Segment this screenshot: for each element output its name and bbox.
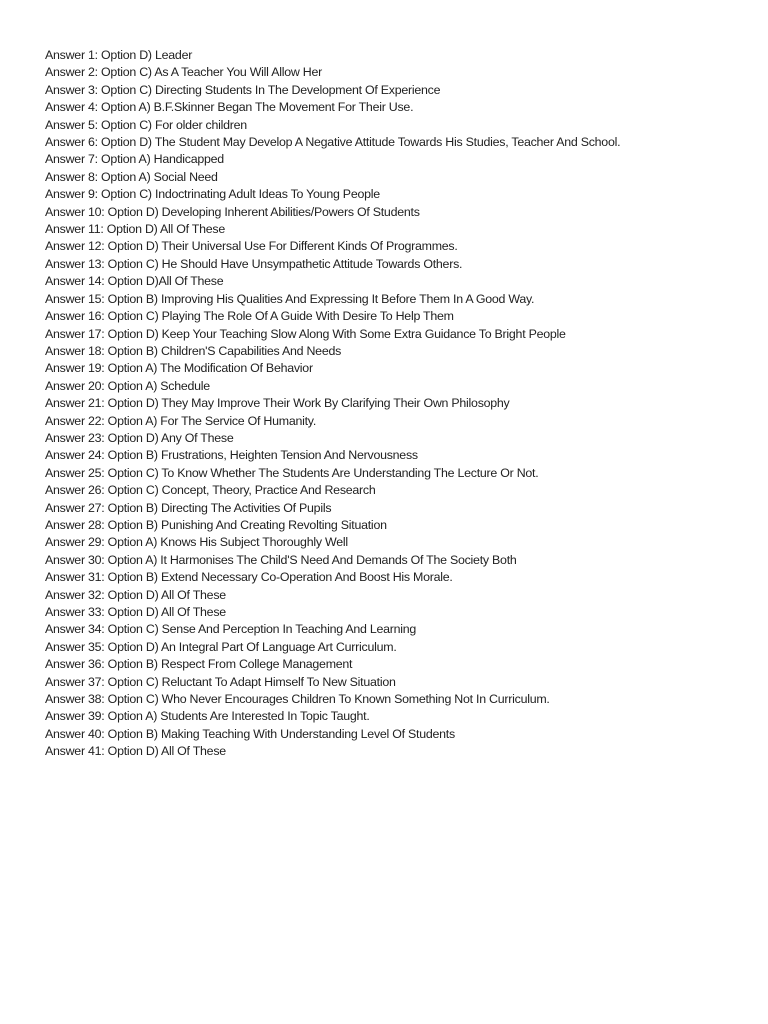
answer-line-24: Answer 24: Option B) Frustrations, Heighten Tension And Nervousness: [45, 448, 418, 463]
answer-line-37: Answer 37: Option C) Reluctant To Adapt Himself To New Situation: [45, 674, 396, 689]
answer-line-32: Answer 32: Option D) All Of These: [45, 587, 226, 602]
answer-line-38: Answer 38: Option C) Who Never Encourages Children To Known Something Not In Curriculum.: [45, 692, 550, 707]
answer-line-27: Answer 27: Option B) Directing The Activities Of Pupils: [45, 500, 332, 515]
answer-line-8: Answer 8: Option A) Social Need: [45, 169, 218, 184]
answer-line-11: Answer 11: Option D) All Of These: [45, 222, 225, 237]
answer-line-5: Answer 5: Option C) For older children: [45, 117, 247, 132]
answer-line-4: Answer 4: Option A) B.F.Skinner Began The Movement For Their Use.: [45, 100, 414, 115]
answer-line-36: Answer 36: Option B) Respect From College Management: [45, 657, 353, 672]
answer-line-2: Answer 2: Option C) As A Teacher You Will Allow Her: [45, 65, 322, 80]
answer-key-list: [45, 47, 620, 761]
answer-line-17: Answer 17: Option D) Keep Your Teaching Slow Along With Some Extra Guidance To Bright People: [45, 326, 566, 341]
answer-line-21: Answer 21: Option D) They May Improve Their Work By Clarifying Their Own Philosophy: [45, 396, 510, 411]
answer-line-34: Answer 34: Option C) Sense And Perception In Teaching And Learning: [45, 622, 417, 637]
answer-line-16: Answer 16: Option C) Playing The Role Of A Guide With Desire To Help Them: [45, 309, 454, 324]
answer-line-22: Answer 22: Option A) For The Service Of Humanity.: [45, 413, 317, 428]
answer-line-39: Answer 39: Option A) Students Are Interested In Topic Taught.: [45, 709, 370, 724]
answer-line-13: Answer 13: Option C) He Should Have Unsympathetic Attitude Towards Others.: [45, 256, 463, 271]
answer-line-15: Answer 15: Option B) Improving His Qualities And Expressing It Before Them In A Good Way.: [45, 291, 535, 306]
answer-line-23: Answer 23: Option D) Any Of These: [45, 430, 234, 445]
answer-line-20: Answer 20: Option A) Schedule: [45, 378, 210, 393]
answer-line-9: Answer 9: Option C) Indoctrinating Adult Ideas To Young People: [45, 187, 380, 202]
answer-line-28: Answer 28: Option B) Punishing And Creating Revolting Situation: [45, 517, 387, 532]
answer-line-40: Answer 40: Option B) Making Teaching With Understanding Level Of Students: [45, 726, 455, 741]
answer-line-33: Answer 33: Option D) All Of These: [45, 605, 226, 619]
answer-line-7: Answer 7: Option A) Handicapped: [45, 152, 224, 167]
answer-line-25: Answer 25: Option C) To Know Whether The Students Are Understanding The Lecture Or Not.: [45, 465, 539, 480]
answer-line-10: Answer 10: Option D) Developing Inherent Abilities/Powers Of Students: [45, 204, 420, 219]
answer-line-12: Answer 12: Option D) Their Universal Use For Different Kinds Of Programmes.: [45, 239, 458, 254]
answer-line-3: Answer 3: Option C) Directing Students In The Development Of Experience: [45, 82, 441, 97]
answer-line-6: Answer 6: Option D) The Student May Develop A Negative Attitude Towards His Studies, Teacher And School.: [45, 135, 621, 150]
answer-line-19: Answer 19: Option A) The Modification Of Behavior: [45, 361, 313, 376]
answer-line-31: Answer 31: Option B) Extend Necessary Co-Operation And Boost His Morale.: [45, 570, 453, 585]
answer-line-18: Answer 18: Option B) Children'S Capabilities And Needs: [45, 343, 342, 358]
answer-line-35: Answer 35: Option D) An Integral Part Of Language Art Curriculum.: [45, 639, 397, 654]
answer-line-41: Answer 41: Option D) All Of These: [45, 744, 226, 759]
answer-line-14: Answer 14: Option D)All Of These: [45, 274, 224, 289]
answer-line-29: Answer 29: Option A) Knows His Subject Thoroughly Well: [45, 535, 348, 550]
answer-line-1: Answer 1: Option D) Leader: [45, 48, 193, 62]
answer-line-30: Answer 30: Option A) It Harmonises The Child'S Need And Demands Of The Society Both: [45, 552, 517, 567]
answer-line-26: Answer 26: Option C) Concept, Theory, Practice And Research: [45, 483, 376, 498]
